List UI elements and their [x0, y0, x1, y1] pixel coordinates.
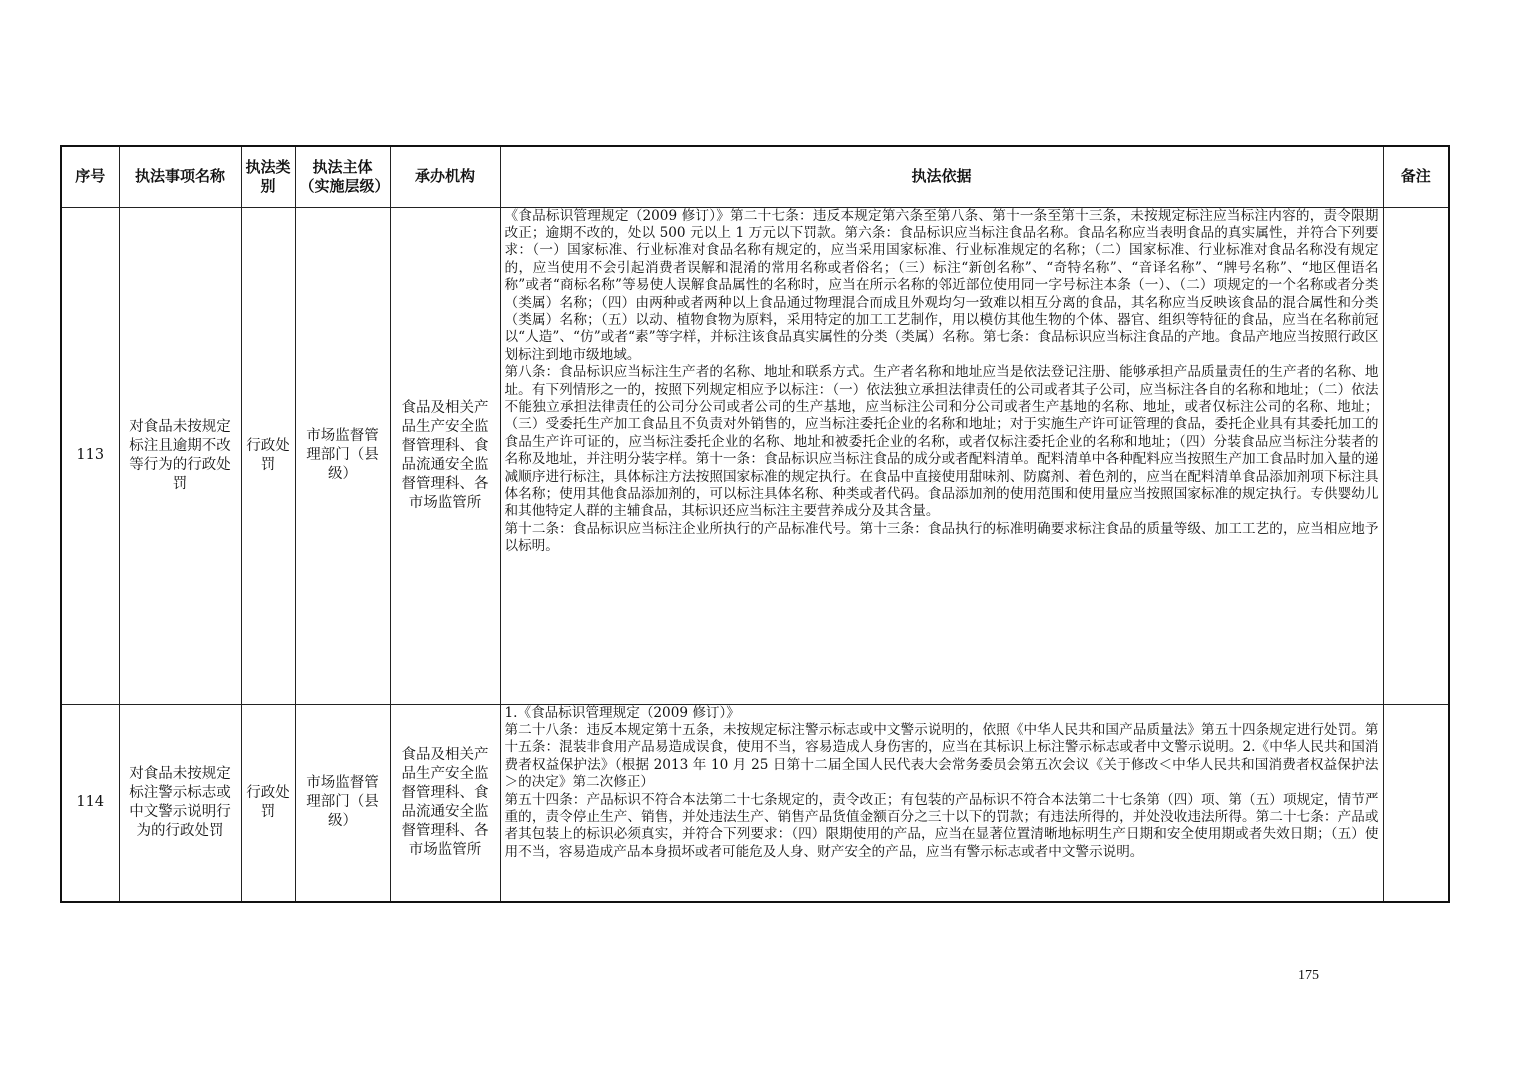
- table-row: [61, 704, 1449, 902]
- row-item-name: 对食品未按规定标注警示标志或中文警示说明行为的行政处罚: [119, 704, 241, 902]
- row-category: 行政处罚: [241, 207, 295, 704]
- header-subject: 执法主体（实施层级）: [295, 146, 390, 207]
- row-remark: [1383, 207, 1449, 704]
- basis-paragraph: 第五十四条：产品标识不符合本法第二十七条规定的，责令改正；有包装的产品标识不符合本法第二十七条第（四）项、第（五）项规定，情节严重的，责令停止生产、销售，并处违法生产、销售产品货值金额百分之三十以下的罚款；有违法所得的，并处没收违法所得。第二十七条：产品或者其包装上的标识必须真实，并符合下列要求：（四）限期使用的产品，应当在显著位置清晰地标明生产日期和安全使用期或者失效日期；（五）使用不当，容易造成产品本身损坏或者可能危及人身、财产安全的产品，应当有警示标志或者中文警示说明。: [504, 791, 1379, 860]
- row-agency: 食品及相关产品生产安全监督管理科、食品流通安全监督管理科、各市场监管所: [390, 704, 500, 902]
- table-row: [61, 207, 1449, 704]
- table-header-row: [61, 146, 1449, 207]
- row-subject: 市场监督管理部门（县级）: [295, 704, 390, 902]
- basis-paragraph: 《食品标识管理规定（2009 修订）》第二十七条：违反本规定第六条至第八条、第十一条至第十三条，未按规定标注应当标注内容的，责令限期改正；逾期不改的，处以 500 元以上 1 万元以下罚款。第六条：食品标识应当标注食品名称。食品名称应当表明食品的真实属性，并符合下列要求：（一）国家标准、行业标准对食品名称有规定的，应当采用国家标准、行业标准规定的名称；（二）国家标准、行业标准对食品名称没有规定的，应当使用不会引起消费者误解和混淆的常用名称或者俗名；（三）标注“新创名称”、“奇特名称”、“音译名称”、“牌号名称”、“地区俚语名称”或者“商标名称”等易使人误解食品属性的名称时，应当在所示名称的邻近部位使用同一字号标注本条（一）、（二）项规定的一个名称或者分类（类属）名称；（四）由两种或者两种以上食品通过物理混合而成且外观均匀一致难以相互分离的食品，其名称应当反映该食品的混合属性和分类（类属）名称；（五）以动、植物食物为原料，采用特定的加工工艺制作，用以模仿其他生物的个体、器官、组织等特征的食品，应当在名称前冠以“人造”、“仿”或者“素”等字样，并标注该食品真实属性的分类（类属）名称。第七条：食品标识应当标注食品的产地。食品产地应当按照行政区划标注到地市级地域。: [504, 207, 1379, 363]
- row-item-name: 对食品未按规定标注且逾期不改等行为的行政处罚: [119, 207, 241, 704]
- enforcement-table: [60, 145, 1450, 903]
- header-basis: 执法依据: [500, 146, 1383, 207]
- basis-paragraph: 第八条：食品标识应当标注生产者的名称、地址和联系方式。生产者名称和地址应当是依法登记注册、能够承担产品质量责任的生产者的名称、地址。有下列情形之一的，按照下列规定相应予以标注：（一）依法独立承担法律责任的公司或者其子公司，应当标注各自的名称和地址；（二）依法不能独立承担法律责任的公司分公司或者公司的生产基地，应当标注公司和分公司或者生产基地的名称、地址，或者仅标注公司的名称、地址；（三）受委托生产加工食品且不负责对外销售的，应当标注委托企业的名称和地址；对于实施生产许可证管理的食品，委托企业具有其委托加工的食品生产许可证的，应当标注委托企业的名称、地址和被委托企业的名称，或者仅标注委托企业的名称和地址；（四）分装食品应当标注分装者的名称及地址，并注明分装字样。第十一条：食品标识应当标注食品的成分或者配料清单。配料清单中各种配料应当按照生产加工食品时加入量的递减顺序进行标注，具体标注方法按照国家标准的规定执行。在食品中直接使用甜味剂、防腐剂、着色剂的，应当在配料清单食品添加剂项下标注具体名称；使用其他食品添加剂的，可以标注具体名称、种类或者代码。食品添加剂的使用范围和使用量应当按照国家标准的规定执行。专供婴幼儿和其他特定人群的主辅食品，其标识还应当标注主要营养成分及其含量。: [504, 364, 1379, 520]
- basis-paragraph: 第十二条：食品标识应当标注企业所执行的产品标准代号。第十三条：食品执行的标准明确要求标注食品的质量等级、加工工艺的，应当相应地予以标明。: [504, 520, 1379, 555]
- header-item-name: 执法事项名称: [119, 146, 241, 207]
- header-category: 执法类别: [241, 146, 295, 207]
- row-basis: [500, 704, 1383, 902]
- row-seq: 114: [61, 704, 119, 902]
- basis-paragraph: 第二十八条：违反本规定第十五条，未按规定标注警示标志或中文警示说明的，依照《中华人民共和国产品质量法》第五十四条规定进行处罚。第十五条：混装非食用产品易造成误食，使用不当，容易造成人身伤害的，应当在其标识上标注警示标志或者中文警示说明。2.《中华人民共和国消费者权益保护法》（根据 2013 年 10 月 25 日第十二届全国人民代表大会常务委员会第五次会议《关于修改＜中华人民共和国消费者权益保护法＞的决定》第二次修正）: [504, 721, 1379, 791]
- row-subject: 市场监督管理部门（县级）: [295, 207, 390, 704]
- row-category: 行政处罚: [241, 704, 295, 902]
- header-seq: 序号: [61, 146, 119, 207]
- row-agency: 食品及相关产品生产安全监督管理科、食品流通安全监督管理科、各市场监管所: [390, 207, 500, 704]
- basis-paragraph: 1.《食品标识管理规定（2009 修订）》: [504, 704, 740, 721]
- header-agency: 承办机构: [390, 146, 500, 207]
- row-remark: [1383, 704, 1449, 902]
- header-remark: 备注: [1383, 146, 1449, 207]
- row-basis: [500, 207, 1383, 704]
- page-number: 175: [1298, 968, 1319, 983]
- row-seq: 113: [61, 207, 119, 704]
